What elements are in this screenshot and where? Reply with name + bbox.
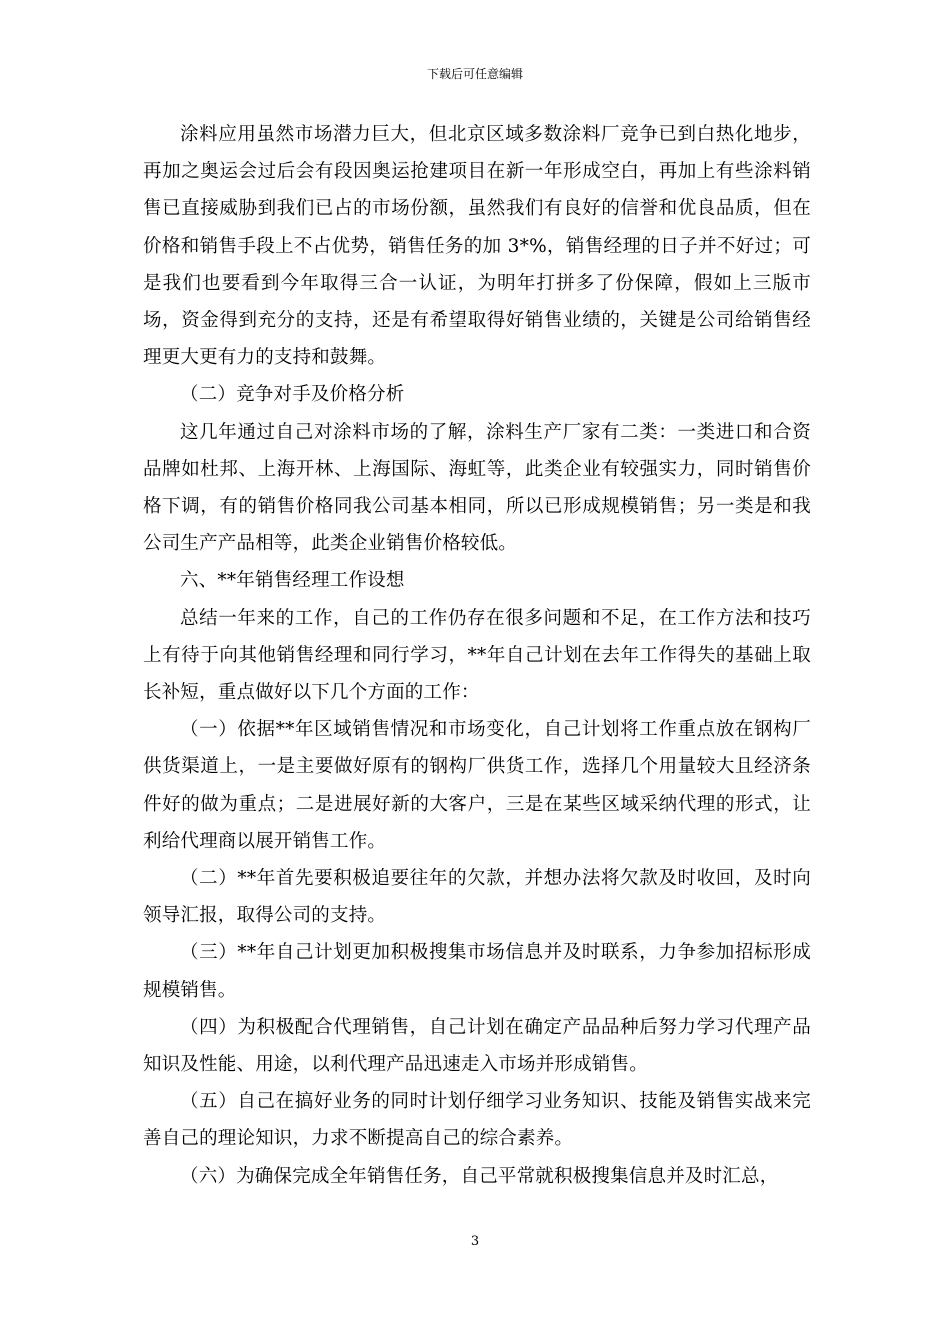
paragraph-market-analysis: 涂料应用虽然市场潜力巨大，但北京区域多数涂料厂竞争已到白热化地步，再加之奥运会过后会有段因奥运抢建项目在新一年形成空白，再加上有些涂料销售已直接威胁到我们已占的市场份额，虽然我们有良好的信誉和优良品质，但在价格和销售手段上不占优势，销售任务的加 3*%，销售经理的日子并不好过；可是我们也要看到今年取得三合一认证，为明年打拼多了份保障，假如上三版市场，资金得到充分的支持，还是有希望取得好销售业绩的，关键是公司给销售经理更大更有力的支持和鼓舞。: [143, 124, 811, 369]
section-heading-work-plan: 六、**年销售经理工作设想: [180, 570, 405, 592]
page-header: 下载后可任意编辑: [426, 67, 523, 81]
paragraph-item-2: （二）**年首先要积极追要往年的欠款，并想办法将欠款及时收回，及时向领导汇报，取得公司的支持。: [143, 868, 811, 927]
document-body: [143, 116, 811, 1195]
paragraph-item-5: （五）自己在搞好业务的同时计划仔细学习业务知识、技能及销售实战来完善自己的理论知识，力求不断提高自己的综合素养。: [143, 1091, 811, 1150]
paragraph-item-1: （一）依据**年区域销售情况和市场变化，自己计划将工作重点放在钢构厂供货渠道上，一是主要做好原有的钢构厂供货工作，选择几个用量较大且经济条件好的做为重点；二是进展好新的大客户，三是在某些区域采纳代理的形式，让利给代理商以展开销售工作。: [143, 719, 811, 852]
section-heading-competitors: （二）竞争对手及价格分析: [180, 384, 405, 406]
paragraph-competitors: 这几年通过自己对涂料市场的了解，涂料生产厂家有二类：一类进口和合资品牌如杜邦、上海开林、上海国际、海虹等，此类企业有较强实力，同时销售价格下调，有的销售价格同我公司基本相同，所以已形成规模销售；另一类是和我公司生产产品相等，此类企业销售价格较低。: [143, 421, 811, 555]
paragraph-item-6: （六）为确保完成全年销售任务，自己平常就积极搜集信息并及时汇总，: [180, 1165, 779, 1187]
paragraph-item-4: （四）为积极配合代理销售，自己计划在确定产品品种后努力学习代理产品知识及性能、用途，以利代理产品迅速走入市场并形成销售。: [143, 1016, 811, 1076]
paragraph-item-3: （三）**年自己计划更加积极搜集市场信息并及时联系，力争参加招标形成规模销售。: [143, 942, 811, 1001]
paragraph-summary: 总结一年来的工作，自己的工作仍存在很多问题和不足，在工作方法和技巧上有待于向其他销售经理和同行学习，**年自己计划在去年工作得失的基础上取长补短，重点做好以下几个方面的工作：: [143, 607, 811, 704]
page-number: 3: [470, 1234, 480, 1249]
